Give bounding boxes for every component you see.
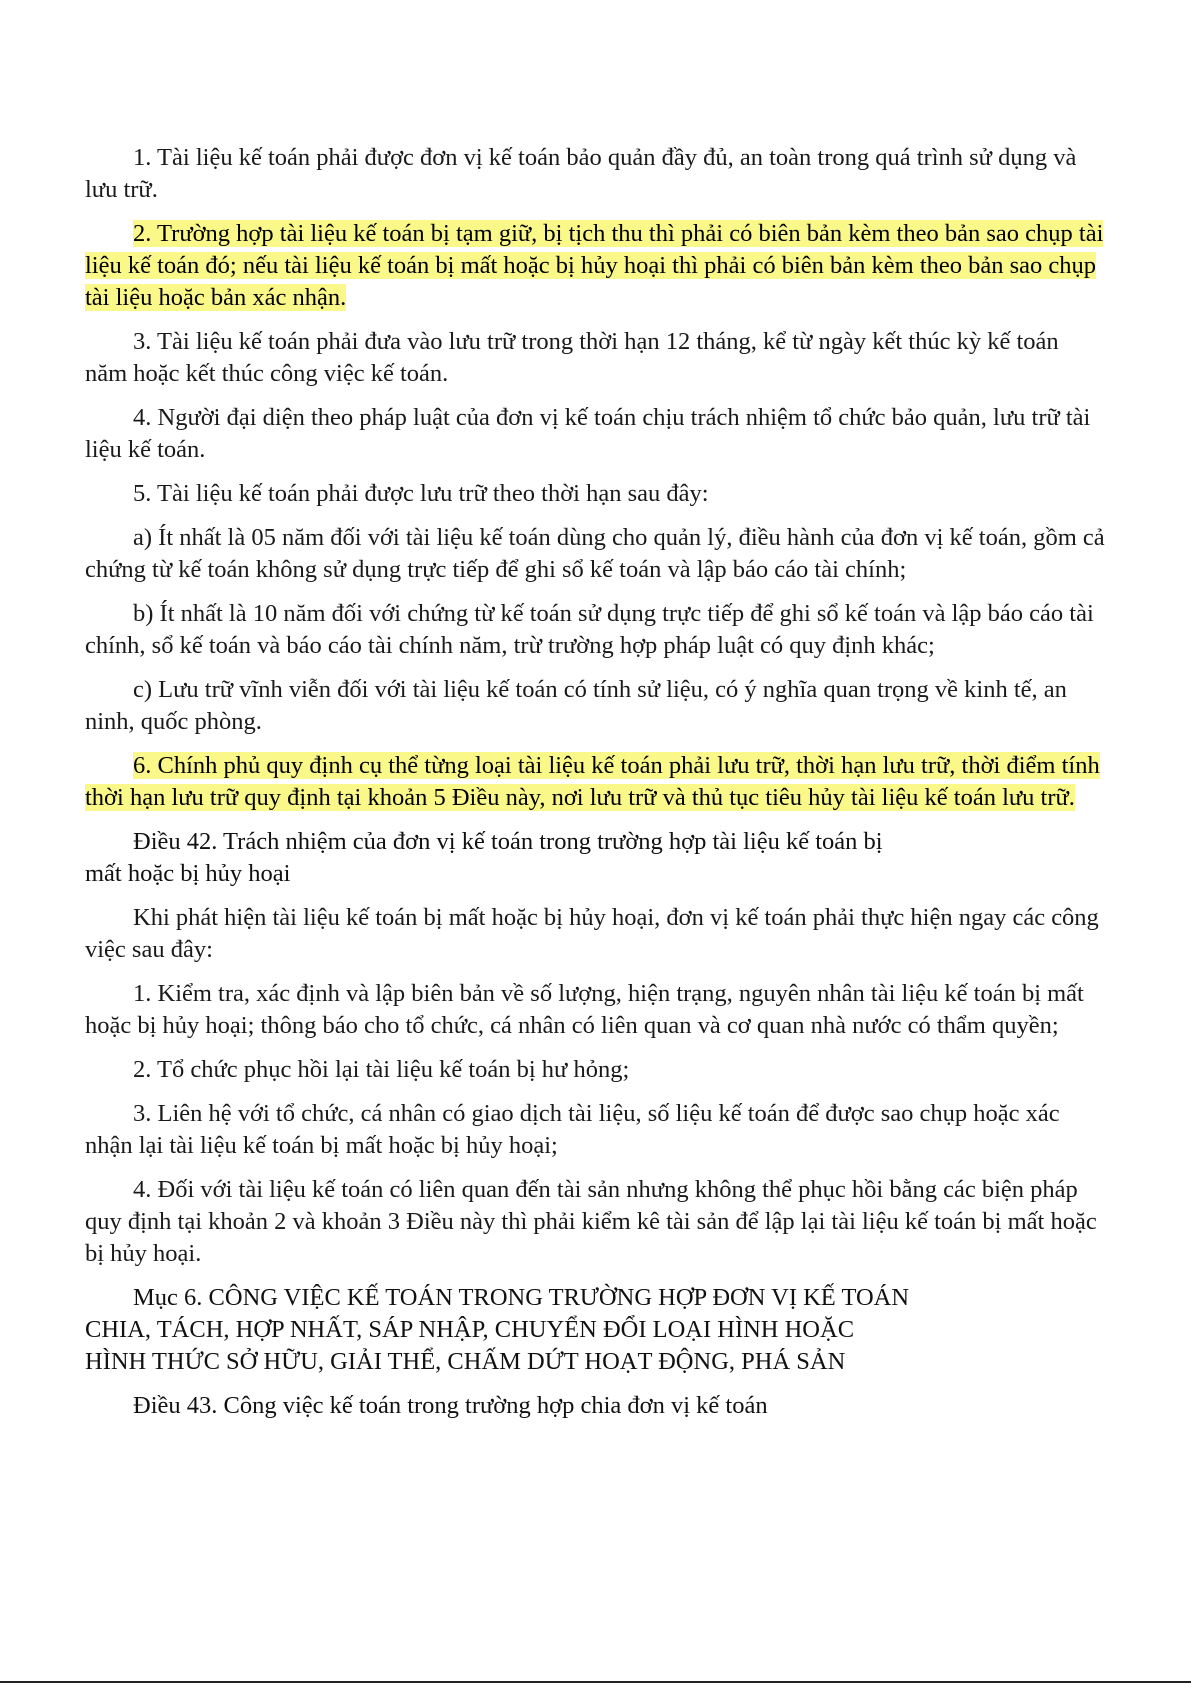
paragraph-4: 4. Người đại diện theo pháp luật của đơn vị kế toán chịu trách nhiệm tổ chức bảo quản, lưu trữ tài liệu kế toán.: [85, 404, 1091, 463]
highlight-span: 6. Chính phủ quy định cụ thể từng loại tài liệu kế toán phải lưu trữ, thời hạn lưu trữ, thời điểm tính thời hạn lưu trữ quy định tại khoản 5 Điều này, nơi lưu trữ và thủ tục tiêu hủy tài liệu kế toán lưu trữ.: [85, 752, 1100, 811]
paragraph-5b: b) Ít nhất là 10 năm đối với chứng từ kế toán sử dụng trực tiếp để ghi sổ kế toán và lập báo cáo tài chính, sổ kế toán và báo cáo tài chính năm, trừ trường hợp pháp luật có quy định khác;: [85, 600, 1094, 659]
paragraph-5: 5. Tài liệu kế toán phải được lưu trữ theo thời hạn sau đây:: [133, 480, 709, 507]
paragraph-5a: a) Ít nhất là 05 năm đối với tài liệu kế toán dùng cho quản lý, điều hành của đơn vị kế toán, gồm cả chứng từ kế toán không sử dụng trực tiếp để ghi sổ kế toán và lập báo cáo tài chính;: [85, 524, 1105, 583]
page-bottom-border: [0, 1681, 1191, 1683]
article-42-heading: Điều 42. Trách nhiệm của đơn vị kế toán trong trường hợp tài liệu kế toán bị mất hoặc bị hủy hoại: [85, 828, 883, 887]
paragraph-3: 3. Tài liệu kế toán phải đưa vào lưu trữ trong thời hạn 12 tháng, kể từ ngày kết thúc kỳ kế toán năm hoặc kết thúc công việc kế toán.: [85, 328, 1059, 387]
paragraph-6-highlighted: [85, 750, 1105, 814]
document-page: [85, 142, 1105, 1434]
article-42-intro: Khi phát hiện tài liệu kế toán bị mất hoặc bị hủy hoại, đơn vị kế toán phải thực hiện ngay các công việc sau đây:: [85, 904, 1099, 963]
article-42-item-2: 2. Tổ chức phục hồi lại tài liệu kế toán bị hư hỏng;: [133, 1056, 630, 1083]
article-42-item-4: 4. Đối với tài liệu kế toán có liên quan đến tài sản nhưng không thể phục hồi bằng các biện pháp quy định tại khoản 2 và khoản 3 Điều này thì phải kiểm kê tài sản để lập lại tài liệu kế toán bị mất hoặc bị hủy hoại.: [85, 1176, 1097, 1267]
paragraph-5c: c) Lưu trữ vĩnh viễn đối với tài liệu kế toán có tính sử liệu, có ý nghĩa quan trọng về kinh tế, an ninh, quốc phòng.: [85, 676, 1067, 735]
article-43-heading: Điều 43. Công việc kế toán trong trường hợp chia đơn vị kế toán: [133, 1392, 768, 1419]
section-6-heading: Mục 6. CÔNG VIỆC KẾ TOÁN TRONG TRƯỜNG HỢP ĐƠN VỊ KẾ TOÁN CHIA, TÁCH, HỢP NHẤT, SÁP NHẬP, CHUYỂN ĐỔI LOẠI HÌNH HOẶC HÌNH THỨC SỞ HỮU, GIẢI THỂ, CHẤM DỨT HOẠT ĐỘNG, PHÁ SẢN: [85, 1284, 910, 1375]
article-42-item-3: 3. Liên hệ với tổ chức, cá nhân có giao dịch tài liệu, số liệu kế toán để được sao chụp hoặc xác nhận lại tài liệu kế toán bị mất hoặc bị hủy hoại;: [85, 1100, 1060, 1159]
paragraph-1: 1. Tài liệu kế toán phải được đơn vị kế toán bảo quản đầy đủ, an toàn trong quá trình sử dụng và lưu trữ.: [85, 144, 1077, 203]
highlight-span: 2. Trường hợp tài liệu kế toán bị tạm giữ, bị tịch thu thì phải có biên bản kèm theo bản sao chụp tài liệu kế toán đó; nếu tài liệu kế toán bị mất hoặc bị hủy hoại thì phải có biên bản kèm theo bản sao chụp tài liệu hoặc bản xác nhận.: [85, 220, 1104, 311]
paragraph-2-highlighted: [85, 218, 1105, 314]
article-42-item-1: 1. Kiểm tra, xác định và lập biên bản về số lượng, hiện trạng, nguyên nhân tài liệu kế toán bị mất hoặc bị hủy hoại; thông báo cho tổ chức, cá nhân có liên quan và cơ quan nhà nước có thẩm quyền;: [85, 980, 1084, 1039]
